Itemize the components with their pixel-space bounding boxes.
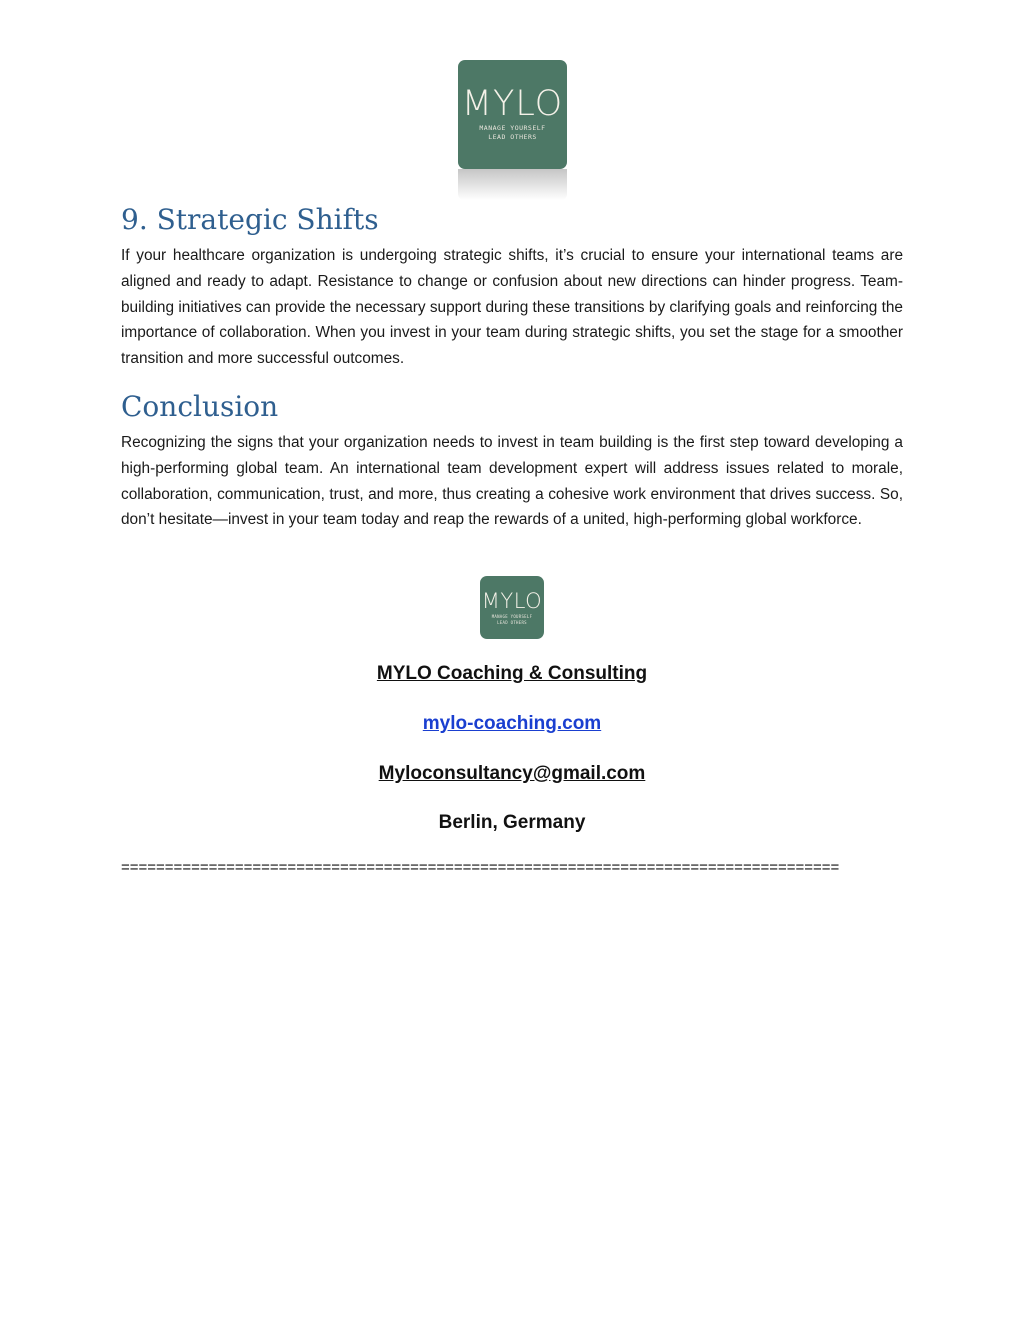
footer-email — [0, 764, 1024, 783]
company-name: MYLO Coaching & Consulting — [376, 663, 648, 684]
logo-tagline-line1: MANAGE YOURSELF — [479, 124, 546, 132]
website-link[interactable]: mylo-coaching.com — [422, 713, 602, 734]
email-link[interactable]: Myloconsultancy@gmail.com — [378, 763, 646, 784]
logo-small-tagline-line1: MANAGE YOURSELF — [491, 614, 533, 619]
logo-wordmark: MYLO — [461, 84, 564, 124]
section-body-strategic-shifts: If your healthcare organization is undergoing strategic shifts, it’s crucial to ensure your international teams are aligned and ready to adapt. Resistance to change or confusion about new directions can hinder progress. Team-building initiatives can provide the necessary support during these transitions by clarifying goals and reinforcing the importance of collaboration. When you invest in your team during strategic shifts, you set the stage for a smoother transition and more successful outcomes. — [121, 247, 903, 368]
logo-top — [458, 60, 567, 200]
section-body-conclusion: Recognizing the signs that your organization needs to invest in team building is the first step toward developing a high-performing global team. An international team development expert will address issues related to morale, collaboration, communication, trust, and more, thus creating a cohesive work environment that drives success. So, don’t hesitate—invest in your team today and reap the rewards of a united, high-performing global workforce. — [121, 434, 903, 529]
logo-image — [458, 60, 567, 169]
logo-reflection — [458, 169, 567, 200]
section-heading-conclusion: Conclusion — [121, 390, 279, 423]
footer-company — [0, 664, 1024, 683]
footer-website — [0, 714, 1024, 733]
logo-small — [480, 576, 544, 639]
logo-small-wordmark: MYLO — [481, 589, 543, 613]
logo-tagline — [458, 124, 567, 142]
logo-tagline-line2: LEAD OTHERS — [488, 133, 537, 141]
section-heading-strategic-shifts: 9. Strategic Shifts — [121, 203, 379, 236]
footer-location: Berlin, Germany — [438, 812, 586, 833]
separator-line: ================================================================================== — [121, 860, 840, 875]
logo-small-tagline — [480, 614, 544, 625]
logo-small-tagline-line2: LEAD OTHERS — [497, 619, 527, 625]
